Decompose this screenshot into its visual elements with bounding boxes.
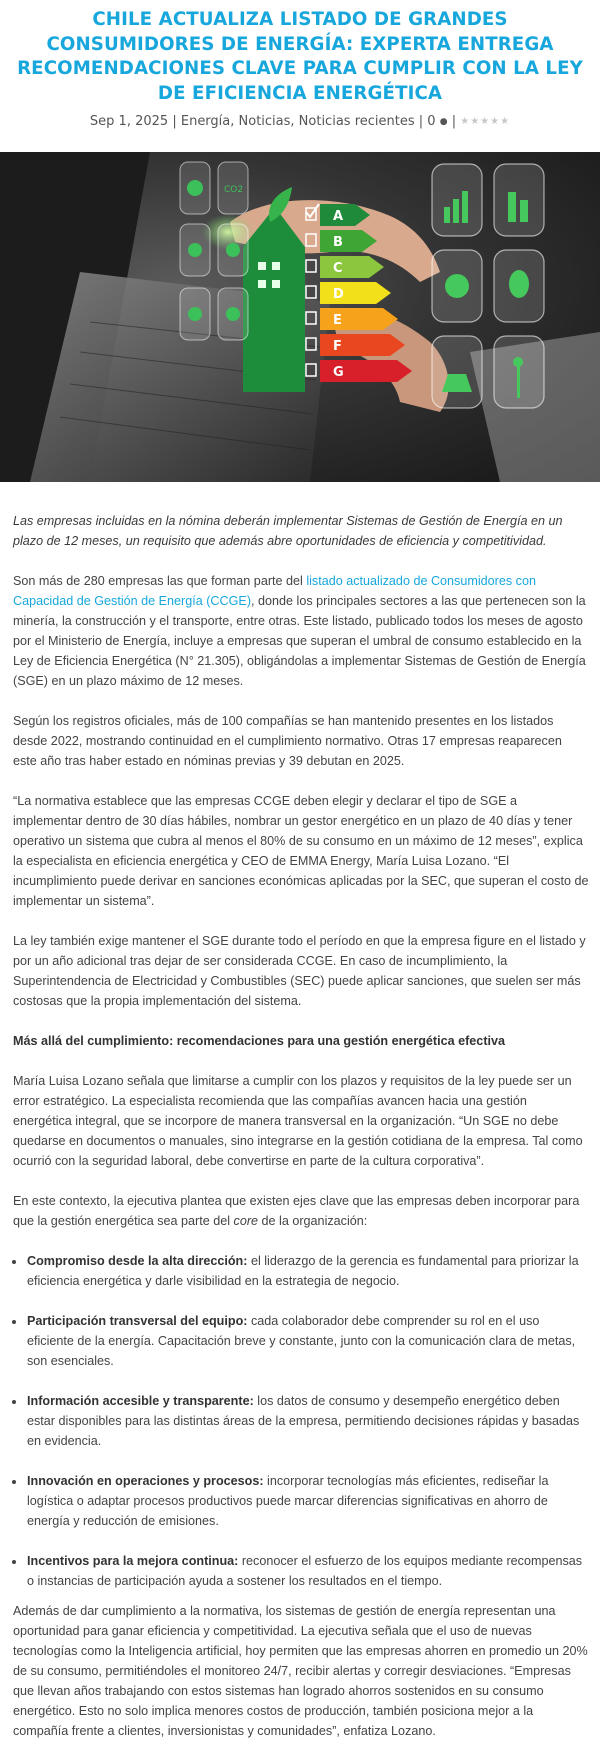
list-item: [26, 1311, 589, 1371]
key-axes-list: [13, 1251, 589, 1591]
comment-count[interactable]: 0: [427, 114, 436, 129]
text-run: , donde los principales sectores a las que pertenecen son la minería, la construcción y el transporte, entre otras. Este listado, publicado todos los meses de agosto por el Ministerio de Energía, incluye a empresas que superan el umbral de consumo establecido en la Ley de Eficiencia Energética (N° 21.305), obligándolas a implementar Sistemas de Gestión de Energía (SGE) en un plazo máximo de 12 meses.: [13, 594, 586, 688]
list-item-text: los datos de consumo y desempeño energético deben estar disponibles para las distintas áreas de la empresa, permitiendo decisiones rápidas y basadas en evidencia.: [27, 1394, 580, 1448]
hero-image: [0, 152, 600, 482]
factory-icon: [494, 164, 544, 236]
solar-panel-icon: [432, 336, 482, 408]
text-run: Son más de 280 empresas las que forman parte del: [13, 574, 307, 588]
meta-separator: |: [172, 114, 177, 129]
paragraph-strategy: María Luisa Lozano señala que limitarse a cumplir con los plazos y requisitos de la ley puede ser un error estratégico. La especialista recomienda que las compañías avancen hacia una gestión energética integral, que se incorpore de manera transversal en la organización. “Un SGE no debe quedarse en documentos o manuales, sino integrarse en la gestión cotidiana de la empresa. Tal como ocurrió con la seguridad laboral, debe convertirse en parte de la cultura corporativa”.: [13, 1074, 583, 1168]
section-subheading: Más allá del cumplimiento: recomendaciones para una gestión energética efectiva: [13, 1034, 506, 1048]
paragraph-quote-norm: “La normativa establece que las empresas CCGE deben elegir y declarar el tipo de SGE a implementar dentro de 30 días hábiles, nombrar un gestor energético en un plazo de 40 días y tener operativo un sistema que cubra al menos el 80% de su consumo en un máximo de 12 meses”, explica la especialista en eficiencia energética y CEO de EMMA Energy, María Luisa Lozano. “El incumplimiento puede derivar en sanciones económicas aplicadas por la SEC, que superan el costo de implementar un sistema”.: [13, 794, 589, 908]
post-date: Sep 1, 2025: [89, 114, 169, 129]
rating-letter: D: [333, 287, 344, 302]
post-meta: [0, 114, 600, 129]
co2-label: CO2: [224, 185, 244, 195]
list-item-title: Información accesible y transparente:: [27, 1394, 254, 1408]
list-item-title: Incentivos para la mejora continua:: [27, 1554, 239, 1568]
list-item-text: el liderazgo de la gerencia es fundamental para priorizar la eficiencia energética y darle visibilidad en la estrategia de negocio.: [27, 1254, 579, 1288]
ccge-list-link[interactable]: listado actualizado de Consumidores con Capacidad de Gestión de Energía (CCGE): [13, 574, 536, 608]
text-emphasis: core: [233, 1214, 259, 1228]
list-item: [26, 1551, 589, 1591]
list-item: [26, 1251, 589, 1291]
text-run: de la organización:: [258, 1214, 368, 1228]
list-item: [26, 1391, 589, 1451]
rating-letter: G: [333, 365, 344, 380]
meta-separator: |: [418, 114, 424, 129]
list-item-text: cada colaborador debe comprender su rol en el uso eficiente de la energía. Capacitación breve y constante, junto con la comunicación clara de metas, son esenciales.: [27, 1314, 576, 1368]
rating-letter: C: [333, 261, 343, 276]
paragraph-ai-savings: Además de dar cumplimiento a la normativa, los sistemas de gestión de energía representan una oportunidad para ganar eficiencia y competitividad. La ejecutiva señala que el uso de nuevas tecnologías como la Inteligencia artificial, hoy permiten que las empresas ahorren en promedio un 20% de su consumo, permitiéndoles el monitoreo 24/7, recibir alertas y corregir desviaciones. “Empresas que llevan años trabajando con estos sistemas han logrado ahorros sostenidos en su consumo energético. Esto no solo implica menores costos de producción, también posiciona mejor a la compañía frente a clientes, inversionistas y comunidades”, enfatiza Lozano.: [13, 1604, 588, 1738]
rating-stars[interactable]: ★★★★★: [460, 116, 511, 127]
list-item-text: incorporar tecnologías más eficientes, rediseñar la logística o adaptar procesos productivos puede marcar diferencias significativas en ahorro de energía y reducción de emisiones.: [27, 1474, 549, 1528]
paragraph-ccge: [13, 571, 589, 691]
list-item-title: Compromiso desde la alta dirección:: [27, 1254, 248, 1268]
rating-letter: A: [333, 209, 344, 224]
list-item: [26, 1471, 589, 1531]
article-lead: Las empresas incluidas en la nómina deberán implementar Sistemas de Gestión de Energía en un plazo de 12 meses, un requisito que además abre oportunidades de eficiencia y competitividad.: [13, 514, 563, 548]
rating-letter: E: [333, 313, 342, 328]
paragraph-axes-intro: [13, 1191, 589, 1231]
article-title: CHILE ACTUALIZA LISTADO DE GRANDES CONSUMIDORES DE ENERGÍA: EXPERTA ENTREGA RECOMENDACIONES CLAVE PARA CUMPLIR CON LA LEY DE EFICIENCIA ENERGÉTICA: [17, 9, 583, 104]
list-item-text: reconocer el esfuerzo de los equipos mediante recompensas o instancias de participación ayuda a sostener los resultados en el tiempo.: [27, 1554, 583, 1588]
list-item-title: Participación transversal del equipo:: [27, 1314, 248, 1328]
energy-efficiency-illustration: [0, 152, 600, 482]
post-categories[interactable]: Energía, Noticias, Noticias recientes: [180, 114, 415, 129]
paragraph-law: La ley también exige mantener el SGE durante todo el período en que la empresa figure en el listado y por un año adicional tras dejar de ser considerada CCGE. En caso de incumplimiento, la Superintendencia de Electricidad y Combustibles (SEC) puede aplicar sanciones, que suelen ser más costosas que la propia implementación del sistema.: [13, 934, 586, 1008]
rating-letter: B: [333, 235, 343, 250]
comment-icon: ●: [439, 117, 448, 127]
paragraph-records: Según los registros oficiales, más de 100 compañías se han mantenido presentes en los listados desde 2022, mostrando continuidad en el cumplimiento normativo. Otras 17 empresas reaparecen este año tras haber estado en nóminas previas y 39 debutan en 2025.: [13, 714, 562, 768]
list-item-title: Innovación en operaciones y procesos:: [27, 1474, 264, 1488]
text-run: En este contexto, la ejecutiva plantea que existen ejes clave que las empresas deben incorporar para que la gestión energética sea parte del: [13, 1194, 580, 1228]
meta-separator: |: [451, 114, 457, 129]
rating-letter: F: [333, 339, 342, 354]
article-body: [13, 511, 589, 1761]
